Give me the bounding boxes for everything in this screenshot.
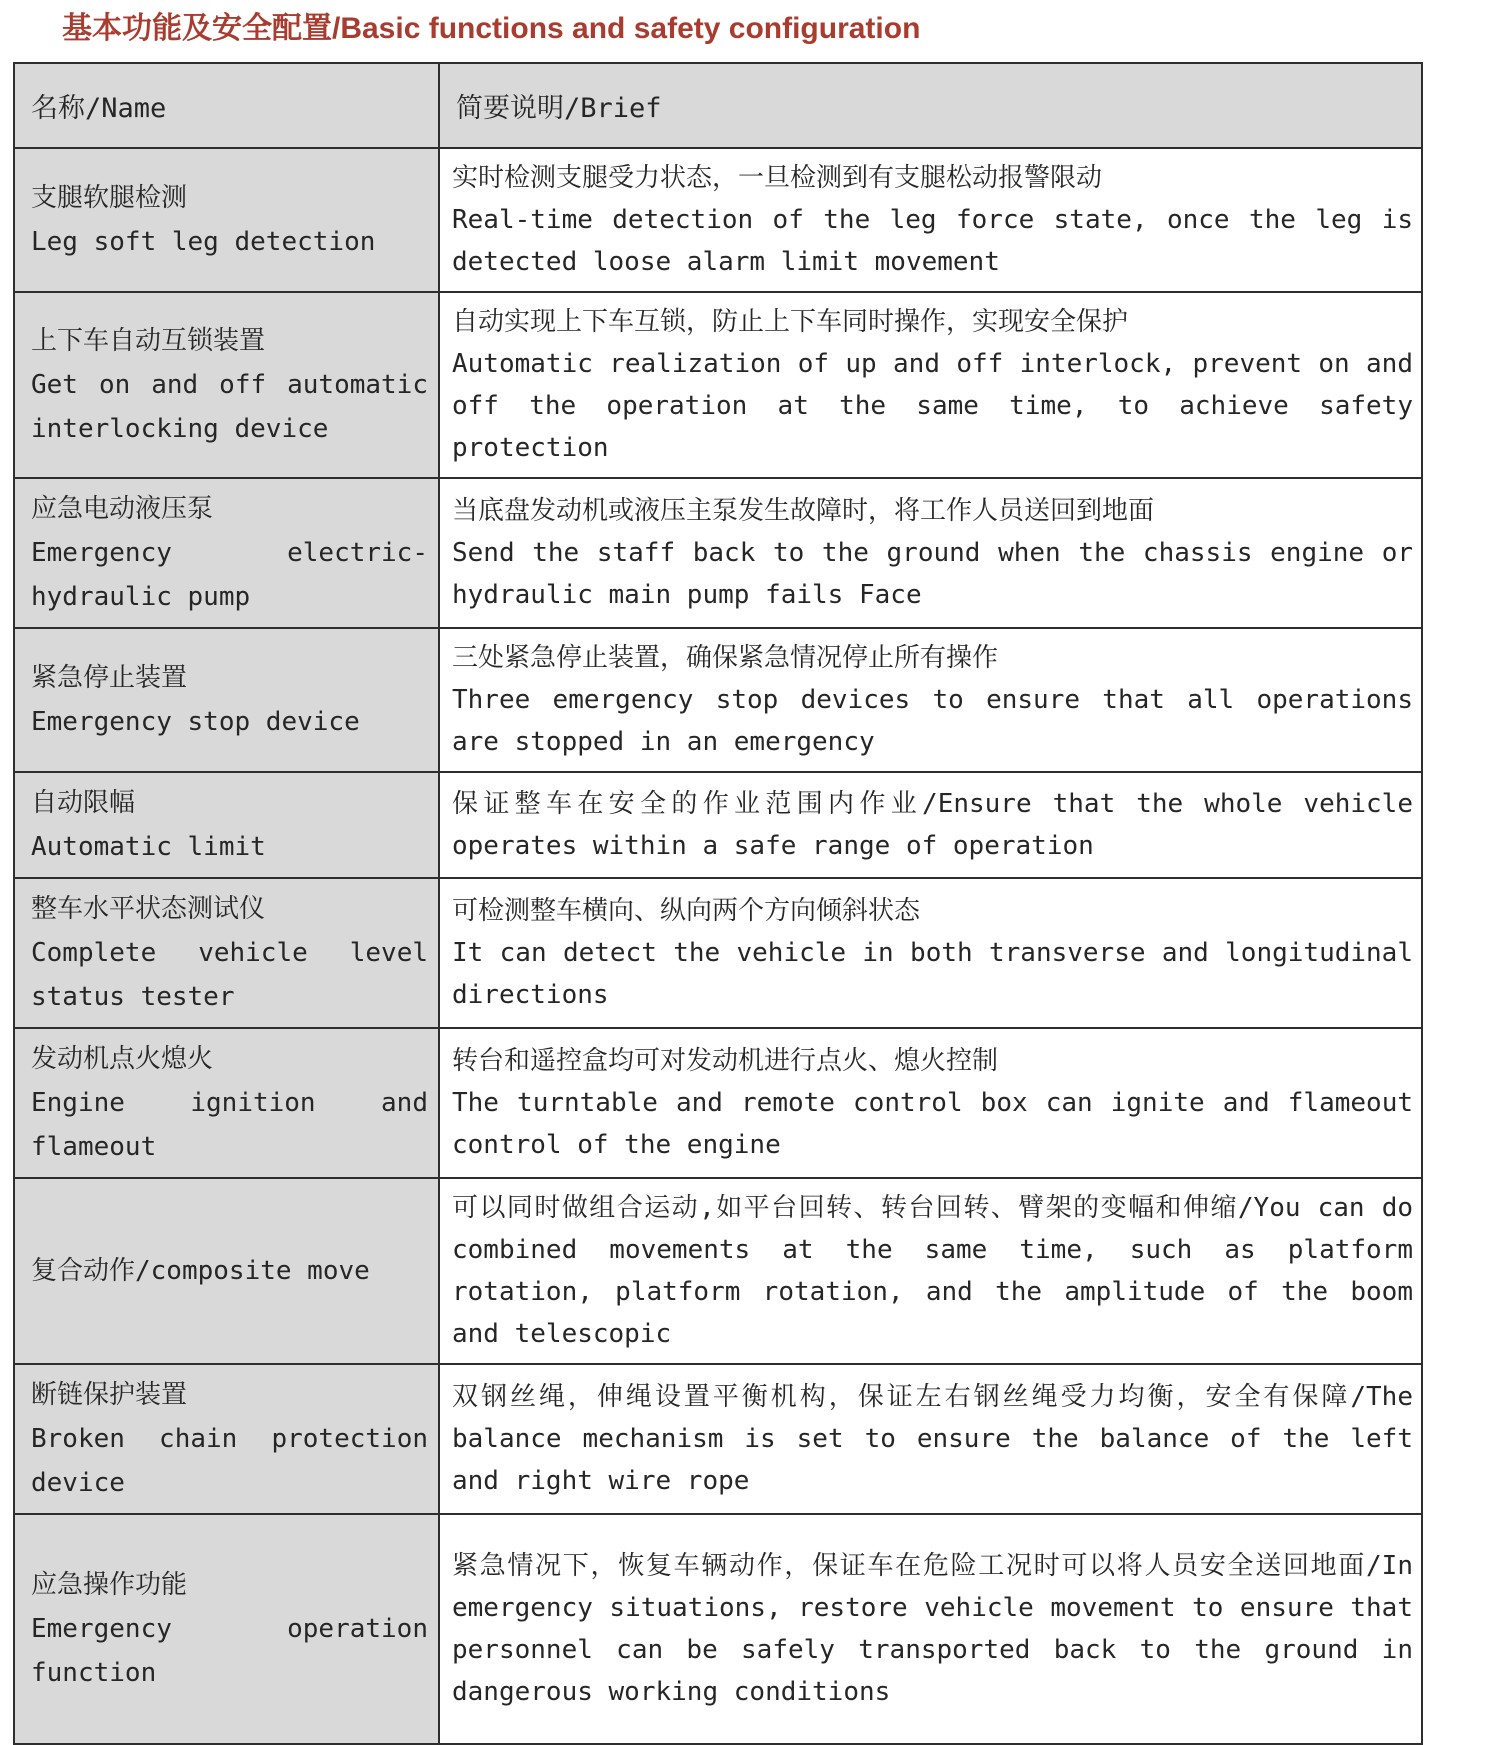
brief-cell	[439, 478, 1422, 628]
name-en: Automatic limit	[31, 832, 266, 862]
name-en: Emergency operation function	[31, 1614, 428, 1688]
brief-zh: 可检测整车横向、纵向两个方向倾斜状态	[452, 896, 921, 926]
table-row	[14, 1028, 1422, 1178]
brief-zh: 实时检测支腿受力状态，一旦检测到有支腿松动报警限动	[452, 163, 1103, 193]
name-text: 复合动作/composite move	[31, 1256, 370, 1286]
brief-cell	[439, 878, 1422, 1028]
name-cell	[14, 628, 439, 772]
name-zh: 断链保护装置	[31, 1380, 188, 1410]
table-row	[14, 1178, 1422, 1364]
table-row	[14, 148, 1422, 292]
brief-cell	[439, 1028, 1422, 1178]
brief-cell	[439, 1514, 1422, 1744]
table-row	[14, 628, 1422, 772]
name-zh: 整车水平状态测试仪	[31, 894, 266, 924]
name-en: Broken chain protection device	[31, 1424, 428, 1498]
brief-en: Three emergency stop devices to ensure that all operations are stopped in an emergency	[452, 685, 1413, 757]
name-cell	[14, 1364, 439, 1514]
name-cell	[14, 292, 439, 478]
brief-cell	[439, 1364, 1422, 1514]
name-zh: 上下车自动互锁装置	[31, 326, 266, 356]
header-name: 名称/Name	[14, 63, 439, 148]
name-zh: 应急电动液压泵	[31, 494, 214, 524]
brief-en: Automatic realization of up and off interlock, prevent on and off the operation at the same time, to achieve safety protection	[452, 349, 1413, 463]
table-row	[14, 1364, 1422, 1514]
brief-en: Send the staff back to the ground when the chassis engine or hydraulic main pump fails Face	[452, 538, 1413, 610]
spec-table	[13, 62, 1423, 1745]
name-cell	[14, 148, 439, 292]
name-zh: 紧急停止装置	[31, 663, 188, 693]
header-brief: 简要说明/Brief	[439, 63, 1422, 148]
table-row	[14, 1514, 1422, 1744]
brief-zh: 当底盘发动机或液压主泵发生故障时，将工作人员送回到地面	[452, 496, 1155, 526]
name-zh: 支腿软腿检测	[31, 183, 188, 213]
name-cell	[14, 772, 439, 878]
brief-text: 保证整车在安全的作业范围内作业/Ensure that the whole vehicle operates within a safe range of operation	[452, 789, 1413, 861]
brief-zh: 自动实现上下车互锁，防止上下车同时操作，实现安全保护	[452, 307, 1129, 337]
name-cell	[14, 878, 439, 1028]
name-zh: 发动机点火熄火	[31, 1044, 214, 1074]
table-row	[14, 478, 1422, 628]
brief-cell	[439, 148, 1422, 292]
brief-cell	[439, 292, 1422, 478]
page-title: 基本功能及安全配置/Basic functions and safety configuration	[62, 12, 921, 45]
name-cell	[14, 1514, 439, 1744]
brief-en: The turntable and remote control box can ignite and flameout control of the engine	[452, 1088, 1413, 1160]
brief-text: 可以同时做组合运动,如平台回转、转台回转、臂架的变幅和伸缩/You can do combined movements at the same time, such as platform rotation, platform rotation, and the amplitude of the boom and telescopic	[452, 1193, 1413, 1349]
name-en: Complete vehicle level status tester	[31, 938, 428, 1012]
name-en: Emergency stop device	[31, 707, 360, 737]
table-header-row	[14, 63, 1422, 148]
name-en: Leg soft leg detection	[31, 227, 376, 257]
brief-text: 双钢丝绳，伸绳设置平衡机构，保证左右钢丝绳受力均衡，安全有保障/The balance mechanism is set to ensure the balance of the left and right wire rope	[452, 1382, 1413, 1496]
name-cell	[14, 478, 439, 628]
table-row	[14, 292, 1422, 478]
name-en: Get on and off automatic interlocking device	[31, 370, 428, 444]
brief-en: It can detect the vehicle in both transverse and longitudinal directions	[452, 938, 1413, 1010]
name-en: Emergency electric-hydraulic pump	[31, 538, 428, 612]
brief-en: Real-time detection of the leg force state, once the leg is detected loose alarm limit movement	[452, 205, 1413, 277]
name-cell	[14, 1028, 439, 1178]
name-zh: 自动限幅	[31, 788, 136, 818]
brief-text: 紧急情况下，恢复车辆动作，保证车在危险工况时可以将人员安全送回地面/In emergency situations, restore vehicle movement to ensure that personnel can be safely transported back to the ground in dangerous working conditions	[452, 1551, 1413, 1707]
brief-cell	[439, 1178, 1422, 1364]
name-cell	[14, 1178, 439, 1364]
brief-cell	[439, 628, 1422, 772]
brief-zh: 三处紧急停止装置，确保紧急情况停止所有操作	[452, 643, 999, 673]
name-zh: 应急操作功能	[31, 1570, 188, 1600]
brief-zh: 转台和遥控盒均可对发动机进行点火、熄火控制	[452, 1046, 999, 1076]
table-row	[14, 878, 1422, 1028]
brief-cell	[439, 772, 1422, 878]
name-en: Engine ignition and flameout	[31, 1088, 428, 1162]
table-row	[14, 772, 1422, 878]
